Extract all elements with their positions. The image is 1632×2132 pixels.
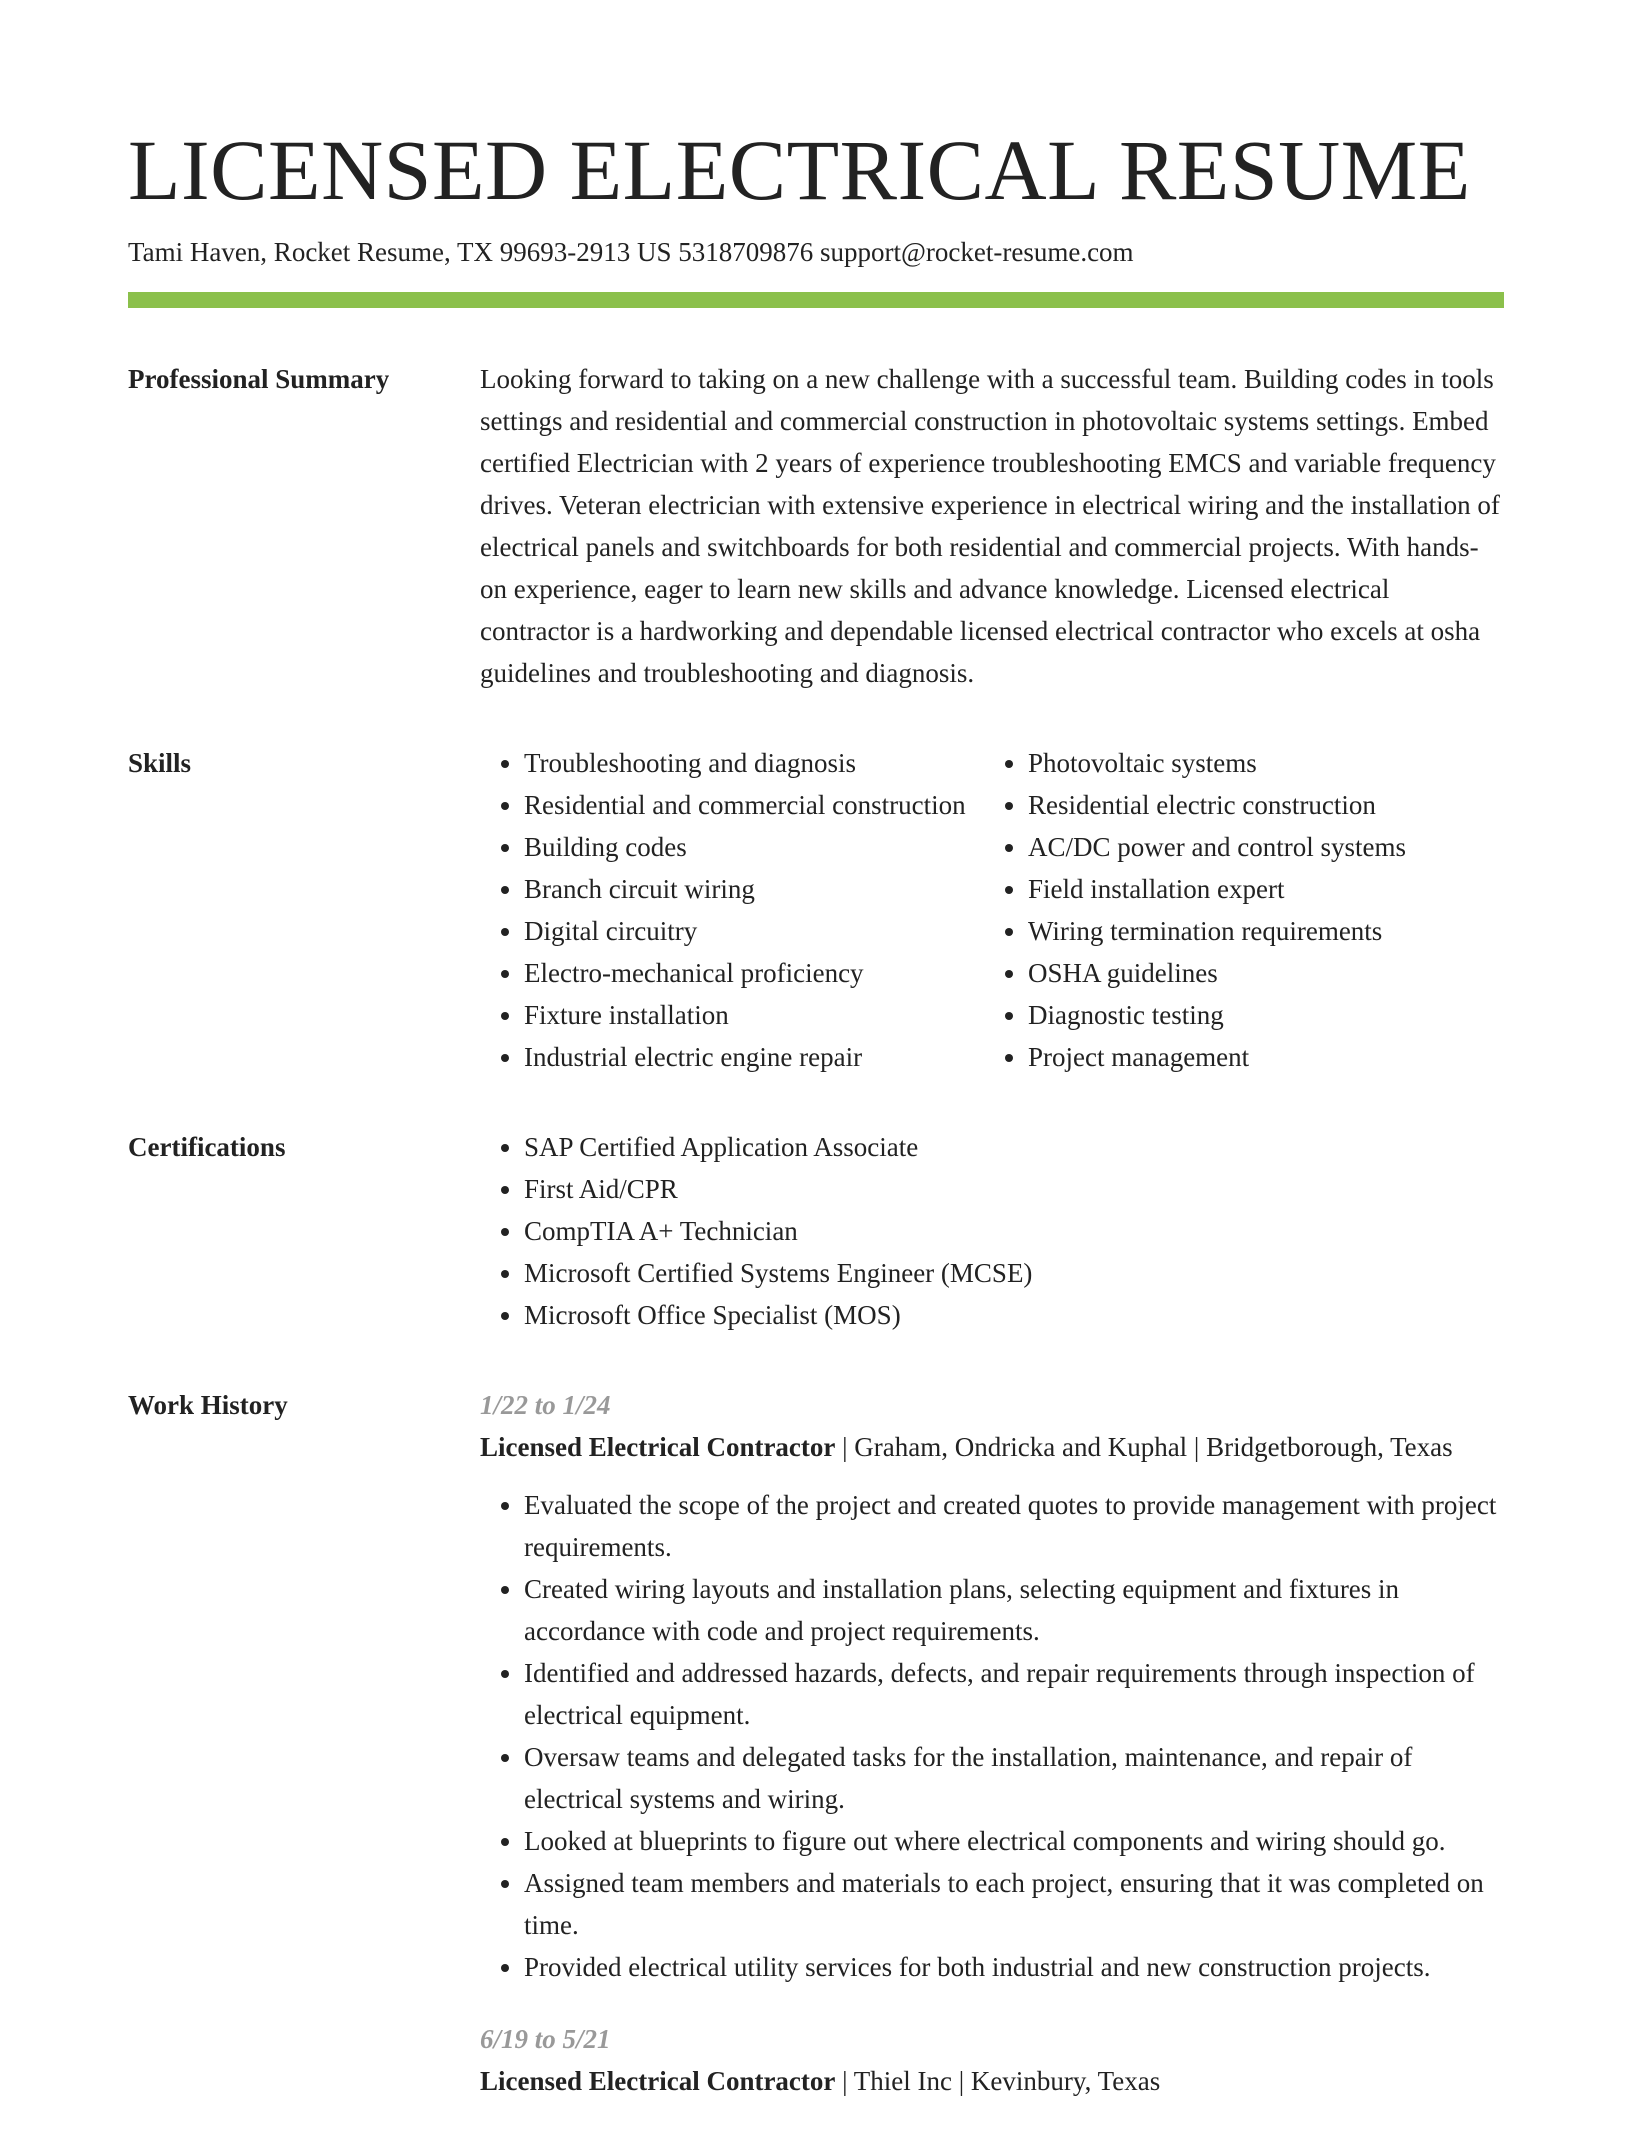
- job-bullet: • Evaluated the scope of the project and created quotes to provide management with project requirements.: [524, 1484, 1504, 1568]
- resume-title: LICENSED ELECTRICAL RESUME: [128, 122, 1471, 218]
- skill-item: • Branch circuit wiring: [524, 868, 984, 910]
- skills-list-right: [984, 742, 1488, 1078]
- job-dates: 6/19 to 5/21: [480, 2024, 611, 2054]
- skill-item: • Residential and commercial construction: [524, 784, 984, 826]
- section-heading-work-history: Work History: [128, 1390, 288, 1420]
- section-heading-certifications: Certifications: [128, 1132, 286, 1162]
- contact-line: Tami Haven, Rocket Resume, TX 99693-2913 US 5318709876 support@rocket-resume.com: [128, 237, 1134, 267]
- skill-item: • OSHA guidelines: [1028, 952, 1488, 994]
- summary-paragraph: Looking forward to taking on a new challenge with a successful team. Building codes in tools settings and residential and commercial construction in photovoltaic systems settings. Embed certified Electrician with 2 years of experience troubleshooting EMCS and variable frequency drives. Veteran electrician with extensive experience in electrical wiring and the installation of electrical panels and switchboards for both residential and commercial projects. With hands-on experience, eager to learn new skills and advance knowledge. Licensed electrical contractor is a hardworking and dependable licensed electrical contractor who excels at osha guidelines and troubleshooting and diagnosis.: [480, 364, 1500, 688]
- certifications-section: [128, 1126, 1504, 1336]
- professional-summary-body: [480, 358, 1504, 694]
- job-bullet: • Looked at blueprints to figure out where electrical components and wiring should go.: [524, 1820, 1504, 1862]
- job-bullets: [480, 1484, 1504, 1988]
- skills-list-left: [480, 742, 984, 1078]
- job-employer-location: | Thiel Inc | Kevinbury, Texas: [835, 2066, 1161, 2096]
- skill-item: • Wiring termination requirements: [1028, 910, 1488, 952]
- skills-grid: [480, 742, 1504, 1078]
- job-title-line: [480, 2060, 1504, 2102]
- skill-item: • Digital circuitry: [524, 910, 984, 952]
- skill-item: • AC/DC power and control systems: [1028, 826, 1488, 868]
- skill-item: • Photovoltaic systems: [1028, 742, 1488, 784]
- job-title-line: [480, 1426, 1504, 1468]
- job-bullet: • Assigned team members and materials to each project, ensuring that it was completed on time.: [524, 1862, 1504, 1946]
- skill-item: • Electro-mechanical proficiency: [524, 952, 984, 994]
- skill-item: • Fixture installation: [524, 994, 984, 1036]
- skill-item: • Field installation expert: [1028, 868, 1488, 910]
- job-bullet: • Provided electrical utility services for both industrial and new construction projects.: [524, 1946, 1504, 1988]
- work-history-body: [480, 1384, 1504, 2132]
- skill-item: • Building codes: [524, 826, 984, 868]
- accent-divider: [128, 292, 1504, 308]
- skill-item: • Residential electric construction: [1028, 784, 1488, 826]
- job-entry: [480, 1384, 1504, 1988]
- job-bullet: • Oversaw teams and delegated tasks for the installation, maintenance, and repair of electrical systems and wiring.: [524, 1736, 1504, 1820]
- skill-item: • Diagnostic testing: [1028, 994, 1488, 1036]
- section-heading-professional-summary: Professional Summary: [128, 364, 390, 394]
- skill-item: • Industrial electric engine repair: [524, 1036, 984, 1078]
- skill-item: • Project management: [1028, 1036, 1488, 1078]
- resume-page: [128, 0, 1504, 2132]
- certification-item: • Microsoft Certified Systems Engineer (MCSE): [524, 1252, 1504, 1294]
- certification-item: • CompTIA A+ Technician: [524, 1210, 1504, 1252]
- certification-item: • Microsoft Office Specialist (MOS): [524, 1294, 1504, 1336]
- certifications-body: [480, 1126, 1504, 1336]
- professional-summary-section: [128, 358, 1504, 694]
- certifications-list: [480, 1126, 1504, 1336]
- job-role: Licensed Electrical Contractor: [480, 2066, 836, 2096]
- job-dates: 1/22 to 1/24: [480, 1390, 611, 1420]
- certification-item: • SAP Certified Application Associate: [524, 1126, 1504, 1168]
- job-bullet: • Created wiring layouts and installation plans, selecting equipment and fixtures in accordance with code and project requirements.: [524, 1568, 1504, 1652]
- skill-item: • Troubleshooting and diagnosis: [524, 742, 984, 784]
- certification-item: • First Aid/CPR: [524, 1168, 1504, 1210]
- job-role: Licensed Electrical Contractor: [480, 1432, 836, 1462]
- job-entry: [480, 2018, 1504, 2102]
- job-employer-location: | Graham, Ondricka and Kuphal | Bridgetborough, Texas: [835, 1432, 1453, 1462]
- job-bullet: • Identified and addressed hazards, defects, and repair requirements through inspection of electrical equipment.: [524, 1652, 1504, 1736]
- skills-section: [128, 742, 1504, 1078]
- section-heading-skills: Skills: [128, 748, 192, 778]
- work-history-section: [128, 1384, 1504, 2132]
